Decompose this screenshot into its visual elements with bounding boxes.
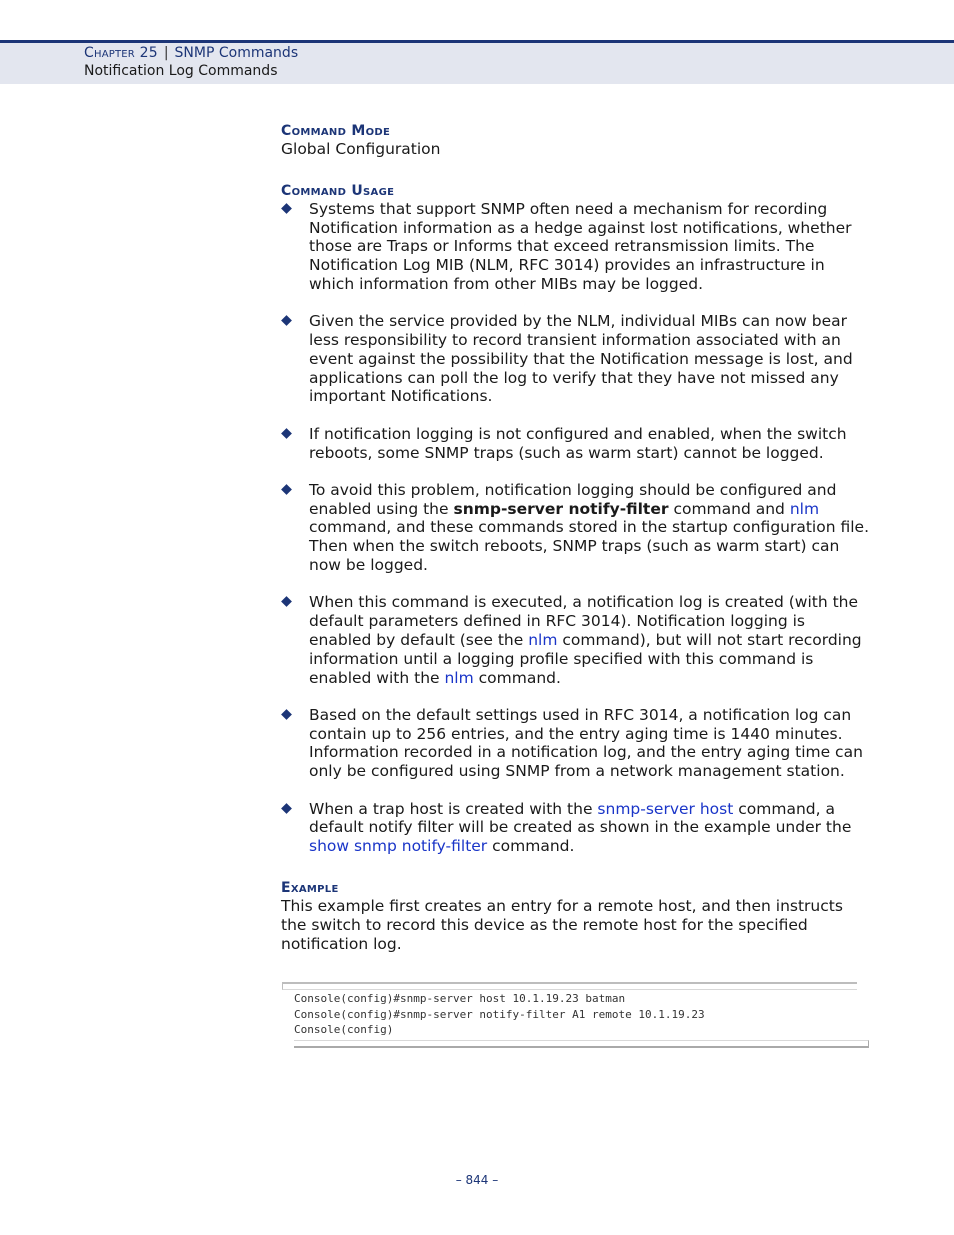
diamond-bullet-icon [281, 803, 292, 814]
list-item: To avoid this problem, notification logging should be configured and enabled using the snmp-server notify-filter command and nlm command, and these commands stored in the startup configuration file. Then when the switch reboots, SNMP traps (such as warm start) can now be logged. [281, 481, 871, 575]
example-heading: Example [281, 879, 339, 896]
command-name: snmp-server notify-filter [453, 499, 669, 518]
code-line: Console(config)#snmp-server notify-filter A1 remote 10.1.19.23 [294, 1007, 705, 1021]
code-line: Console(config)#snmp-server host 10.1.19.23 batman [294, 992, 626, 1005]
list-item: Given the service provided by the NLM, individual MIBs can now bear less responsibility to record transient information associated with an event against the possibility that the Notification message is lost, and applications can poll the log to verify that they have not missed any important Notifications. [281, 312, 871, 406]
page-number: – 844 – [455, 1173, 499, 1187]
header-separator: | [163, 45, 169, 61]
code-box-top-border [282, 982, 857, 990]
example-text: This example first creates an entry for a remote host, and then instructs the switch to record this device as the remote host for the specified notification log. [281, 896, 843, 953]
diamond-bullet-icon [281, 315, 292, 326]
command-usage-heading: Command Usage [281, 182, 395, 199]
snmp-server-host-link[interactable]: snmp-server host [597, 799, 734, 818]
list-item: When a trap host is created with the snmp-server host command, a default notify filter will be created as shown in the example under the show snmp notify-filter command. [281, 800, 871, 856]
nlm-link[interactable]: nlm [444, 668, 474, 687]
page-header [0, 0, 954, 84]
usage-list [281, 200, 871, 856]
nlm-link[interactable]: nlm [789, 499, 820, 518]
code-box-bottom-border [294, 1040, 869, 1048]
command-mode-heading: Command Mode [281, 123, 391, 139]
diamond-bullet-icon [281, 428, 292, 439]
diamond-bullet-icon [281, 709, 292, 720]
diamond-bullet-icon [281, 484, 292, 495]
diamond-bullet-icon [281, 596, 292, 607]
list-item: Systems that support SNMP often need a mechanism for recording Notification information as a hedge against lost notifications, whether those are Traps or Informs that exceed retransmission limits. The Notification Log MIB (NLM, RFC 3014) provides an infrastructure in which information from other MIBs may be logged. [281, 200, 871, 294]
main-content [281, 122, 871, 953]
show-snmp-notify-filter-link[interactable]: show snmp notify-filter [309, 837, 488, 856]
chapter-line [84, 45, 298, 61]
chapter-title: SNMP Commands [174, 45, 299, 61]
code-line: Console(config) [294, 1023, 394, 1036]
code-example-box [282, 982, 868, 1050]
list-item: If notification logging is not configured and enabled, when the switch reboots, some SNMP traps (such as warm start) cannot be logged. [281, 425, 871, 463]
list-item: When this command is executed, a notification log is created (with the default parameters defined in RFC 3014). Notification logging is enabled by default (see the nlm command), but will not start recording information until a logging profile specified with this command is enabled with the nlm command. [281, 593, 871, 687]
diamond-bullet-icon [281, 203, 292, 214]
section-title: Notification Log Commands [84, 63, 278, 79]
command-mode-text: Global Configuration [281, 140, 441, 158]
chapter-label: Chapter 25 [84, 45, 158, 61]
code-block [294, 991, 705, 1038]
nlm-link[interactable]: nlm [528, 630, 558, 649]
list-item: Based on the default settings used in RFC 3014, a notification log can contain up to 256 entries, and the entry aging time is 1440 minutes. Information recorded in a notification log, and the entry aging time can only be configured using SNMP from a network management station. [281, 706, 871, 781]
